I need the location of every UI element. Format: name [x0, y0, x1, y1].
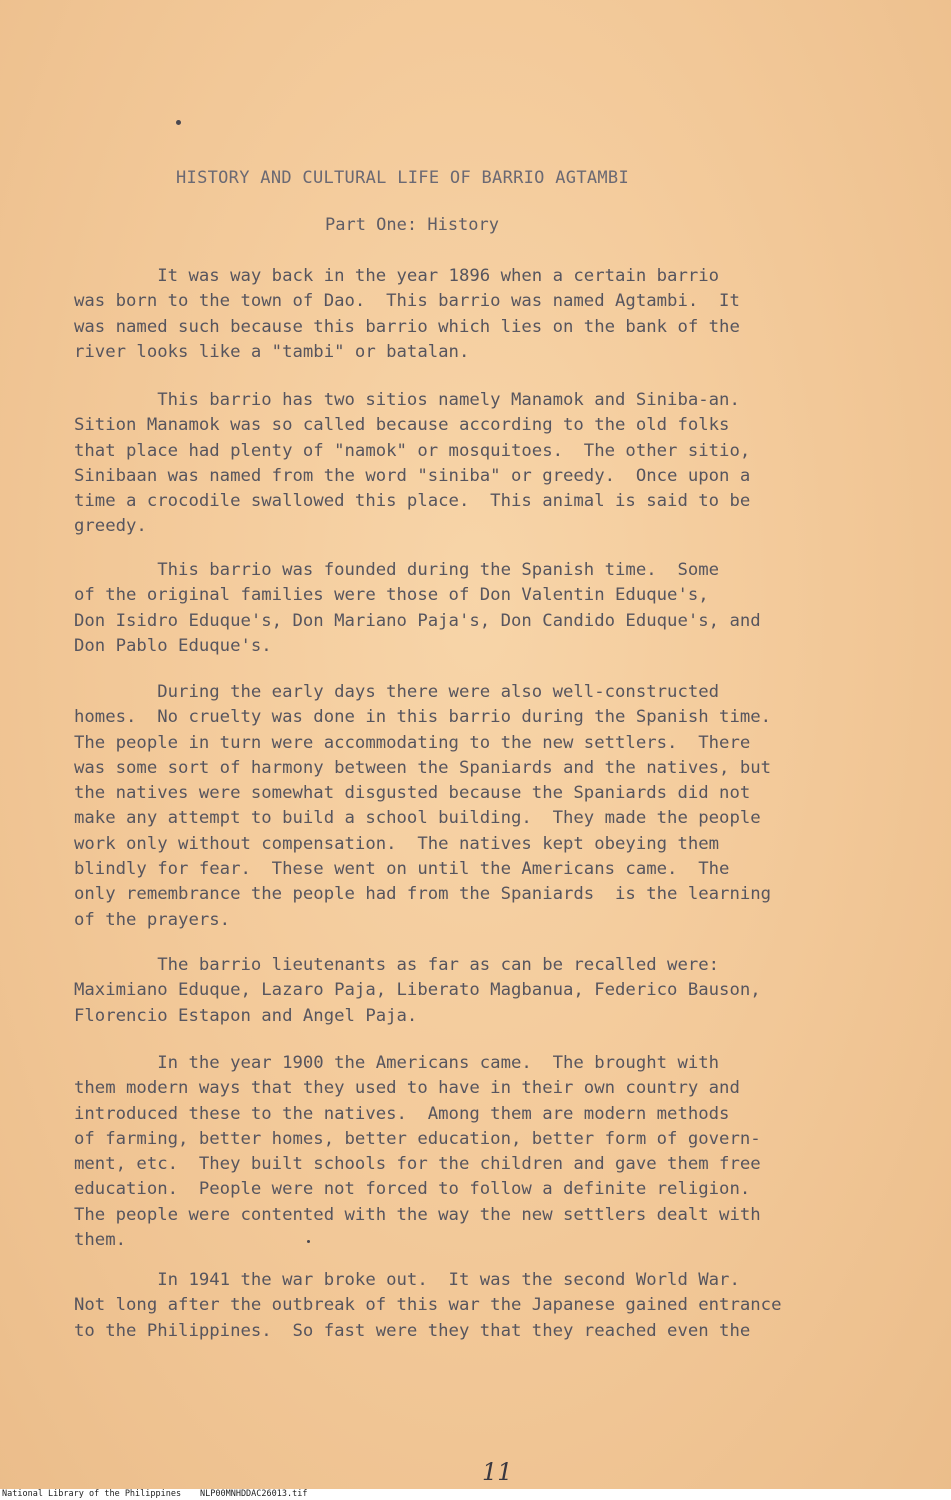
paragraph: This barrio was founded during the Spanish time. Some of the original families were those of Don Valentin Eduque's, Don Isidro Eduque's, Don Mariano Paja's, Don Candido Eduque's, and Don Pablo Eduque's. — [74, 560, 761, 656]
page-number: 11 — [482, 1458, 513, 1486]
paragraph: The barrio lieutenants as far as can be recalled were: Maximiano Eduque, Lazaro Paja, Liberato Magbanua, Federico Bauson, Florencio Estapon and Angel Paja. — [74, 955, 761, 1026]
document-title: HISTORY AND CULTURAL LIFE OF BARRIO AGTAMBI — [176, 168, 629, 188]
footer-filename: NLP00MNHDDAC26013.tif — [200, 1489, 308, 1499]
scan-footer — [0, 1489, 951, 1500]
ink-dot — [176, 120, 181, 125]
paragraph: It was way back in the year 1896 when a certain barrio was born to the town of Dao. This barrio was named Agtambi. It was named such because this barrio which lies on the bank of the river looks like a "tambi" or batalan. — [74, 266, 740, 362]
paragraph: During the early days there were also well-constructed homes. No cruelty was done in this barrio during the Spanish time. The people in turn were accommodating to the new settlers. There was some sort of harmony between the Spaniards and the natives, but the natives were somewhat disgusted because the Spaniards did not make any attempt to build a school building. They made the people work only without compensation. The natives kept obeying them blindly for fear. These went on until the Americans came. The only remembrance the people had from the Spaniards is the learning of the prayers. — [74, 682, 772, 930]
footer-library: National Library of the Philippines — [2, 1489, 182, 1499]
paragraph: This barrio has two sitios namely Manamok and Siniba-an. Sition Manamok was so called because according to the old folks that place had plenty of "namok" or mosquitoes. The other sitio, Sinibaan was named from the word "siniba" or greedy. Once upon a time a crocodile swallowed this place. This animal is said to be greedy. — [74, 390, 751, 537]
document-subtitle: Part One: History — [325, 215, 499, 235]
paragraph: In the year 1900 the Americans came. The brought with them modern ways that they used to have in their own country and introduced these to the natives. Among them are modern methods of farming, better homes, better education, better form of govern- ment, etc. They built schools for the children and gave them free education. People were not forced to follow a definite religion. The people were contented with the way the new settlers dealt with them. — [74, 1053, 761, 1251]
paragraph: In 1941 the war broke out. It was the second World War. Not long after the outbreak of this war the Japanese gained entrance to the Philippines. So fast were they that they reached even the — [74, 1270, 782, 1341]
